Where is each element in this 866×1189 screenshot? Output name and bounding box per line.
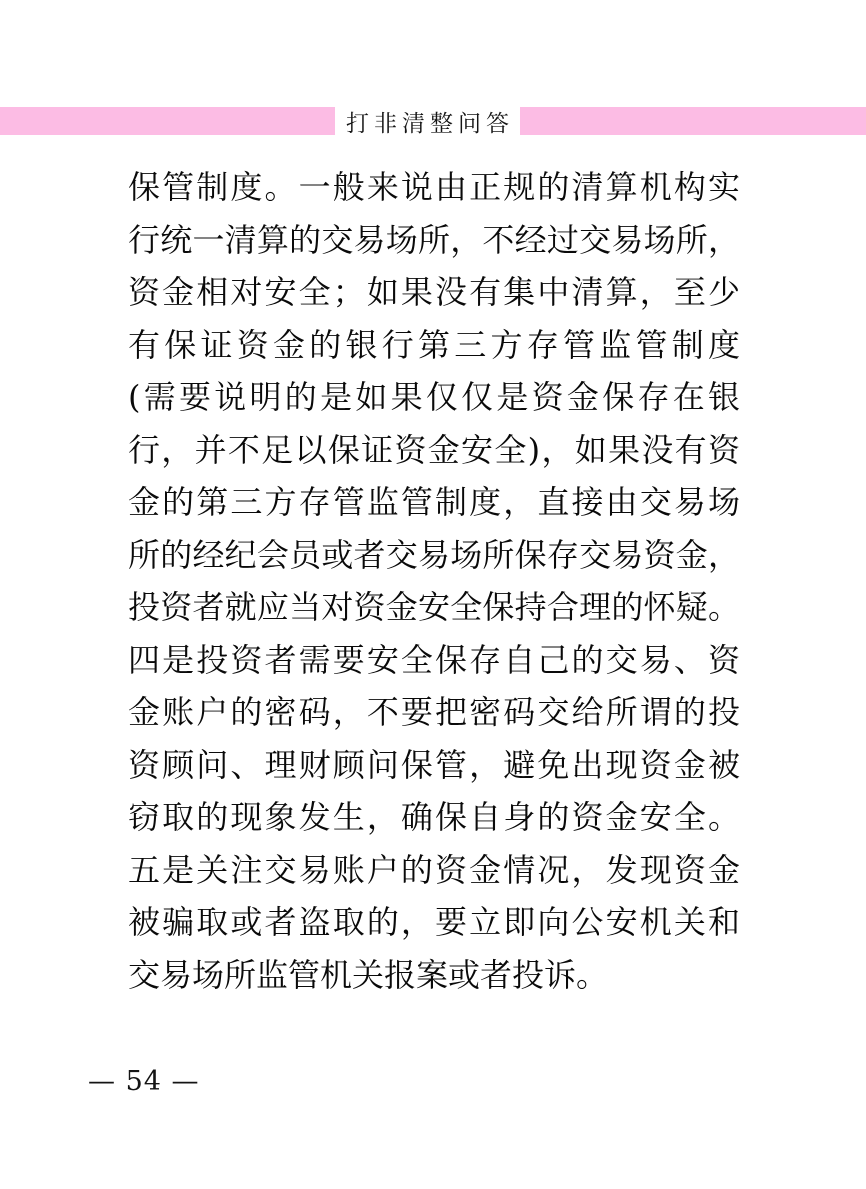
body-text-line: 行，并不足以保证资金安全)，如果没有资 — [128, 430, 740, 469]
header-title-wrap — [335, 107, 520, 135]
body-text-line: 四是投资者需要安全保存自己的交易、资 — [128, 640, 740, 679]
body-text-line: 交易场所监管机关报案或者投诉。 — [128, 955, 609, 994]
body-text-line: 资金相对安全；如果没有集中清算，至少 — [128, 273, 740, 311]
header-bar-right — [520, 107, 866, 135]
body-text-line: 金的第三方存管监管制度，直接由交易场 — [128, 483, 740, 521]
running-head-title: 打非清整问答 — [346, 110, 514, 137]
body-text-line: 五是关注交易账户的资金情况，发现资金 — [128, 850, 740, 889]
body-text-line: (需要说明的是如果仅仅是资金保存在银 — [128, 378, 740, 416]
body-text-line: 保管制度。一般来说由正规的清算机构实 — [128, 168, 740, 206]
page-header — [0, 107, 866, 135]
body-text-line: 所的经纪会员或者交易场所保存交易资金， — [128, 535, 740, 574]
body-text-line: 金账户的密码，不要把密码交给所谓的投 — [128, 693, 740, 731]
body-text-line: 行统一清算的交易场所，不经过交易场所， — [128, 220, 740, 259]
body-text-line: 资顾问、理财顾问保管，避免出现资金被 — [128, 745, 740, 784]
body-text-line: 被骗取或者盗取的，要立即向公安机关和 — [128, 903, 740, 941]
body-text-line: 有保证资金的银行第三方存管监管制度 — [128, 325, 740, 364]
body-text-line: 投资者就应当对资金安全保持合理的怀疑。 — [128, 588, 740, 626]
header-bar-left — [0, 107, 335, 135]
page-number: — 54 — — [88, 1066, 200, 1097]
body-text-block — [128, 161, 740, 1001]
body-text-line: 窃取的现象发生，确保自身的资金安全。 — [128, 798, 740, 836]
